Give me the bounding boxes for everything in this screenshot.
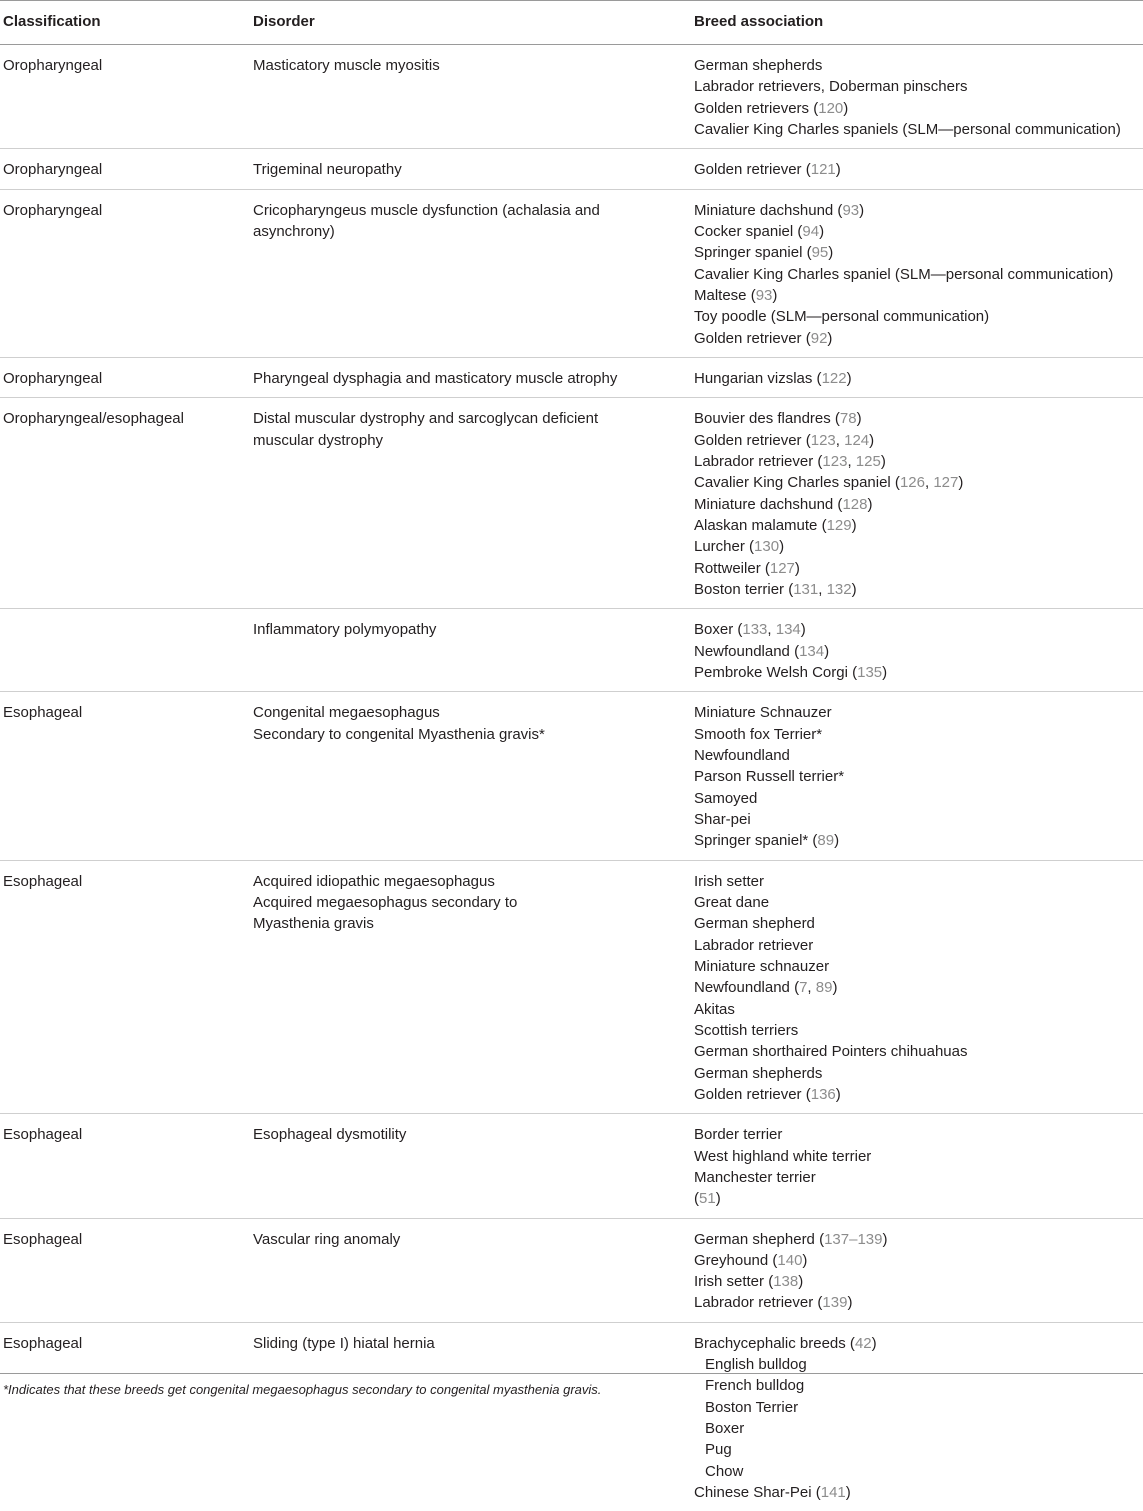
breed-name: Shar-pei	[694, 810, 751, 828]
table-row	[0, 357, 1143, 397]
disorder-cell	[253, 619, 653, 640]
reference-link[interactable]: 93	[755, 286, 773, 304]
breed-name: Boxer	[694, 621, 734, 639]
row-separator	[0, 860, 1143, 861]
breed-name: Manchester terrier	[694, 1168, 816, 1186]
table-row	[0, 148, 1143, 188]
breed-association-cell	[694, 159, 1139, 180]
disorder-cell	[253, 1124, 653, 1145]
table-header-row	[0, 13, 1143, 33]
breed-line: Maltese (93)	[694, 286, 778, 304]
row-separator	[0, 357, 1143, 358]
reference-link[interactable]: 123	[822, 452, 848, 470]
breed-line: Lurcher (130)	[694, 538, 785, 556]
breed-association-cell	[694, 368, 1139, 389]
reference-link[interactable]: 136	[810, 1085, 836, 1103]
breed-name: Boston terrier	[694, 580, 785, 598]
breed-line: Rottweiler (127)	[694, 559, 800, 577]
table-row	[0, 397, 1143, 608]
reference-link[interactable]: 134	[799, 642, 825, 660]
breed-association-cell	[694, 408, 1139, 600]
disorder-cell	[253, 55, 653, 76]
table-row	[0, 860, 1143, 1114]
breed-name: Greyhound	[694, 1251, 769, 1269]
breed-line: Brachycephalic breeds (42)	[694, 1334, 877, 1352]
breed-name: Labrador retrievers, Doberman pinschers	[694, 78, 968, 96]
breed-line: Alaskan malamute (129)	[694, 516, 857, 534]
breed-name: Pug	[705, 1441, 732, 1459]
classification-cell: Oropharyngeal	[3, 201, 103, 219]
row-separator	[0, 397, 1143, 398]
breed-line	[694, 935, 1139, 956]
breed-name: Boston Terrier	[705, 1398, 799, 1416]
breed-name: Newfoundland	[694, 746, 790, 764]
breed-line: Labrador retriever (139)	[694, 1294, 853, 1312]
reference-link[interactable]: 89	[817, 832, 835, 850]
column-header-classification: Classification	[3, 13, 101, 30]
breed-name: Bouvier des flandres	[694, 410, 831, 428]
reference-link[interactable]: 42	[854, 1334, 872, 1352]
row-separator	[0, 691, 1143, 692]
disorder-cell	[253, 368, 653, 389]
breed-name: Akitas	[694, 1000, 735, 1018]
classification-cell: Esophageal	[3, 1334, 83, 1352]
breed-name: Golden retrievers	[694, 99, 810, 117]
breed-name: Labrador retriever	[694, 936, 814, 954]
breed-line: Bouvier des flandres (78)	[694, 410, 862, 428]
breed-line	[694, 999, 1139, 1020]
breed-line: Miniature dachshund (93)	[694, 201, 865, 219]
classification-cell: Oropharyngeal	[3, 161, 103, 179]
breed-line	[694, 871, 1139, 892]
breed-name: Cavalier King Charles spaniels (SLM—personal communication)	[694, 120, 1121, 138]
breed-line	[694, 1167, 1139, 1188]
breed-line: Hungarian vizslas (122)	[694, 369, 852, 387]
classification-cell: Esophageal	[3, 1126, 83, 1144]
breed-line	[694, 1041, 1139, 1062]
reference-link[interactable]: 127	[933, 474, 959, 492]
breed-line	[694, 956, 1139, 977]
breed-association-cell	[694, 1333, 1139, 1504]
disorder-line: Secondary to congenital Myasthenia gravis*	[253, 725, 545, 743]
breed-line	[694, 1461, 1139, 1482]
reference-link[interactable]: 93	[842, 201, 860, 219]
breed-line	[694, 1375, 1139, 1396]
breed-line: Boston terrier (131, 132)	[694, 580, 857, 598]
breed-line	[694, 702, 1139, 723]
reference-link[interactable]: 92	[810, 329, 828, 347]
disorder-cell	[253, 159, 653, 180]
table-footnote: *Indicates that these breeds get congenital megaesophagus secondary to congenital myasthenia gravis.	[3, 1382, 602, 1397]
reference-link[interactable]: 122	[821, 369, 847, 387]
breed-line: Cocker spaniel (94)	[694, 222, 825, 240]
breed-name: Great dane	[694, 893, 770, 911]
breed-name: Maltese	[694, 286, 747, 304]
reference-link[interactable]: 139	[822, 1294, 848, 1312]
breed-line: Golden retrievers (120)	[694, 99, 849, 117]
table-row	[0, 1113, 1143, 1217]
breed-name: Miniature Schnauzer	[694, 704, 832, 722]
breed-line	[694, 1124, 1139, 1145]
breed-association-cell	[694, 1229, 1139, 1314]
breed-line	[694, 913, 1139, 934]
reference-link[interactable]: 135	[857, 663, 883, 681]
table-row	[0, 1218, 1143, 1322]
breed-line	[694, 724, 1139, 745]
disorder-cell	[253, 200, 653, 243]
breed-line	[694, 1020, 1139, 1041]
reference-link[interactable]: 89	[815, 979, 833, 997]
breed-name: Miniature dachshund	[694, 201, 834, 219]
breed-line: Cavalier King Charles spaniel (126, 127)	[694, 474, 964, 492]
disorder-line: Myasthenia gravis	[253, 915, 374, 933]
breed-association-cell	[694, 200, 1139, 349]
breed-name: Irish setter	[694, 872, 765, 890]
breed-name: Springer spaniel	[694, 244, 803, 262]
breed-line	[694, 1146, 1139, 1167]
disorder-cell	[253, 408, 653, 451]
breed-line: Labrador retriever (123, 125)	[694, 452, 886, 470]
breed-name: Samoyed	[694, 789, 758, 807]
breed-name: Scottish terriers	[694, 1021, 799, 1039]
breed-name: Golden retriever	[694, 431, 802, 449]
disorder-line: Cricopharyngeus muscle dysfunction (achalasia and	[253, 201, 600, 219]
breed-name: Parson Russell terrier*	[694, 768, 845, 786]
breed-name: Labrador retriever	[694, 1294, 814, 1312]
breed-line: Golden retriever (123, 124)	[694, 431, 875, 449]
breed-line	[694, 892, 1139, 913]
classification-cell: Esophageal	[3, 1230, 83, 1248]
reference-link[interactable]: 127	[769, 559, 795, 577]
row-separator	[0, 1113, 1143, 1114]
classification-cell: Esophageal	[3, 872, 83, 890]
reference-link[interactable]: 126	[899, 474, 925, 492]
row-separator	[0, 1322, 1143, 1323]
breed-association-cell	[694, 871, 1139, 1106]
breed-line: Springer spaniel* (89)	[694, 832, 840, 850]
breed-line: Golden retriever (92)	[694, 329, 833, 347]
disorder-line: Inflammatory polymyopathy	[253, 621, 437, 639]
reference-link[interactable]: 128	[842, 495, 868, 513]
breed-name: Boxer	[705, 1420, 745, 1438]
breed-line	[694, 119, 1139, 140]
breed-name: Miniature dachshund	[694, 495, 834, 513]
breed-line	[694, 1397, 1139, 1418]
breed-line: Golden retriever (121)	[694, 161, 841, 179]
reference-link[interactable]: 78	[839, 410, 857, 428]
breed-line	[694, 1418, 1139, 1439]
reference-link[interactable]: 133	[742, 621, 768, 639]
reference-link[interactable]: 51	[699, 1190, 716, 1208]
breed-line	[694, 788, 1139, 809]
breed-line	[694, 1439, 1139, 1460]
table-row	[0, 1322, 1143, 1511]
breed-line	[694, 766, 1139, 787]
disorder-line: Pharyngeal dysphagia and masticatory muscle atrophy	[253, 369, 618, 387]
breed-line: Springer spaniel (95)	[694, 244, 834, 262]
breed-name: French bulldog	[705, 1377, 805, 1395]
breed-line: (51)	[694, 1190, 721, 1208]
reference-link[interactable]: 138	[773, 1273, 799, 1291]
disorder-line: asynchrony)	[253, 222, 335, 240]
breed-association-cell	[694, 1124, 1139, 1209]
disorder-cell	[253, 871, 653, 935]
breed-line: Irish setter (138)	[694, 1273, 804, 1291]
breed-name: German shepherds	[694, 1064, 823, 1082]
breed-line: Chinese Shar-Pei (141)	[694, 1484, 851, 1502]
reference-link[interactable]: 130	[754, 538, 780, 556]
breed-line	[694, 55, 1139, 76]
breed-name: Miniature schnauzer	[694, 957, 830, 975]
disorder-line: Distal muscular dystrophy and sarcoglycan deficient	[253, 410, 599, 428]
breed-name: Toy poodle (SLM—personal communication)	[694, 308, 990, 326]
reference-link[interactable]: 125	[855, 452, 881, 470]
breed-name: Brachycephalic breeds	[694, 1334, 846, 1352]
reference-link[interactable]: 120	[818, 99, 844, 117]
breed-name: Lurcher	[694, 538, 745, 556]
breed-line	[694, 809, 1139, 830]
breed-name: Labrador retriever	[694, 452, 814, 470]
breed-line	[694, 1063, 1139, 1084]
breed-name: Chinese Shar-Pei	[694, 1484, 812, 1502]
table-row	[0, 691, 1143, 859]
classification-cell: Esophageal	[3, 704, 83, 722]
column-header-disorder: Disorder	[253, 13, 315, 30]
reference-link[interactable]: 129	[826, 516, 852, 534]
breed-line: Newfoundland (134)	[694, 642, 830, 660]
breed-line: Golden retriever (136)	[694, 1085, 841, 1103]
disorder-cell	[253, 1333, 653, 1354]
disorder-line: Congenital megaesophagus	[253, 704, 440, 722]
breed-name: Cavalier King Charles spaniel (SLM—personal communication)	[694, 265, 1114, 283]
breed-name: Springer spaniel*	[694, 832, 809, 850]
reference-link[interactable]: 124	[844, 431, 870, 449]
breed-line: Boxer (133, 134)	[694, 621, 806, 639]
disorder-line: Masticatory muscle myositis	[253, 57, 440, 74]
table-row	[0, 608, 1143, 691]
reference-link[interactable]: 141	[820, 1484, 846, 1502]
breed-line	[694, 306, 1139, 327]
breed-name: Golden retriever	[694, 161, 802, 179]
disorder-line: Vascular ring anomaly	[253, 1230, 401, 1248]
table-bottom-rule	[0, 1373, 1143, 1374]
row-separator	[0, 608, 1143, 609]
breed-name: Irish setter	[694, 1273, 765, 1291]
breed-name: Golden retriever	[694, 1085, 802, 1103]
breed-association-cell	[694, 702, 1139, 851]
breed-name: Golden retriever	[694, 329, 802, 347]
breed-name: West highland white terrier	[694, 1147, 872, 1165]
disorder-line: Trigeminal neuropathy	[253, 161, 402, 179]
reference-link[interactable]: 94	[802, 222, 820, 240]
breed-line	[694, 745, 1139, 766]
breed-line	[694, 76, 1139, 97]
breed-name: German shepherd	[694, 915, 815, 933]
breed-line: Greyhound (140)	[694, 1251, 808, 1269]
breed-line: Miniature dachshund (128)	[694, 495, 873, 513]
reference-link[interactable]: 140	[777, 1251, 803, 1269]
breed-name: German shorthaired Pointers chihuahuas	[694, 1043, 968, 1061]
reference-link[interactable]: 131	[793, 580, 819, 598]
breed-name: Hungarian vizslas	[694, 369, 813, 387]
reference-link[interactable]: 137–139	[824, 1230, 883, 1248]
disorder-line: Sliding (type I) hiatal hernia	[253, 1334, 435, 1352]
breed-line	[694, 264, 1139, 285]
breed-name: German shepherd	[694, 1230, 815, 1248]
table-top-rule	[0, 0, 1143, 1]
breed-name: English bulldog	[705, 1356, 807, 1374]
table-row	[0, 44, 1143, 148]
disorder-cell	[253, 1229, 653, 1250]
breed-association-cell	[694, 619, 1139, 683]
row-separator	[0, 189, 1143, 190]
breed-name: Cavalier King Charles spaniel	[694, 474, 891, 492]
breed-name: Newfoundland	[694, 642, 790, 660]
disorder-line: muscular dystrophy	[253, 431, 384, 449]
breed-name: Rottweiler	[694, 559, 761, 577]
disorder-cell	[253, 702, 653, 745]
reference-link[interactable]: 7	[799, 979, 808, 997]
disorder-line: Acquired idiopathic megaesophagus	[253, 872, 495, 890]
breed-name: Chow	[705, 1462, 744, 1480]
row-separator	[0, 148, 1143, 149]
disorder-line: Esophageal dysmotility	[253, 1126, 407, 1144]
reference-link[interactable]: 95	[811, 244, 829, 262]
row-separator	[0, 1218, 1143, 1219]
disorder-line: Acquired megaesophagus secondary to	[253, 893, 518, 911]
reference-link[interactable]: 123	[810, 431, 836, 449]
reference-link[interactable]: 121	[810, 161, 836, 179]
table-row	[0, 189, 1143, 357]
breed-name: German shepherds	[694, 57, 823, 74]
breed-name: Border terrier	[694, 1126, 783, 1144]
breed-name: Pembroke Welsh Corgi	[694, 663, 848, 681]
breed-line: Newfoundland (7, 89)	[694, 979, 838, 997]
breed-name: Newfoundland	[694, 979, 790, 997]
reference-link[interactable]: 134	[775, 621, 801, 639]
breed-line: German shepherd (137–139)	[694, 1230, 888, 1248]
breed-name: Smooth fox Terrier*	[694, 725, 823, 743]
breed-association-cell	[694, 55, 1139, 140]
classification-cell: Oropharyngeal	[3, 369, 103, 387]
breed-line: Pembroke Welsh Corgi (135)	[694, 663, 888, 681]
reference-link[interactable]: 132	[826, 580, 852, 598]
breed-name: Alaskan malamute	[694, 516, 818, 534]
classification-cell: Oropharyngeal/esophageal	[3, 410, 184, 428]
column-header-breed-association: Breed association	[694, 13, 824, 30]
breed-name: Cocker spaniel	[694, 222, 794, 240]
classification-cell: Oropharyngeal	[3, 57, 103, 74]
